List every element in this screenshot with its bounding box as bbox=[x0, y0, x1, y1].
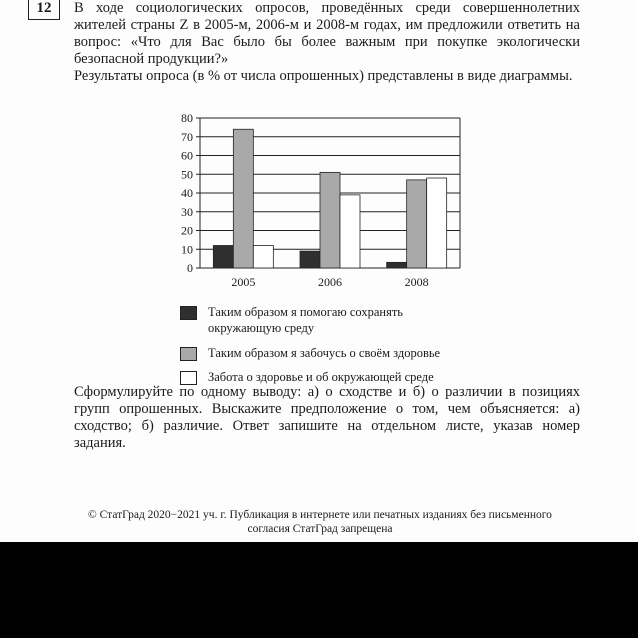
y-tick-label: 50 bbox=[181, 167, 193, 182]
x-tick-label: 2008 bbox=[404, 275, 429, 289]
y-tick-label: 10 bbox=[181, 242, 193, 257]
x-tick-label: 2005 bbox=[231, 275, 256, 289]
bar-2006-series-3 bbox=[340, 195, 360, 268]
y-tick-label: 60 bbox=[181, 148, 193, 163]
y-tick-label: 30 bbox=[181, 204, 193, 219]
legend-label-health: Таким образом я забочусь о своём здоровье bbox=[208, 346, 441, 360]
chart-legend bbox=[180, 304, 480, 386]
x-tick-label: 2006 bbox=[318, 275, 342, 289]
y-tick-label: 40 bbox=[181, 186, 193, 200]
legend-swatch-dark bbox=[180, 306, 197, 320]
task-text: Сформулируйте по одному выводу: а) о сходстве и б) о различии в позициях групп опрошенных. Выскажите предположение о том, чем объясняется: а) сходство; б) различие. Ответ запишите на отдельном листе, указав номер задания. bbox=[74, 384, 580, 451]
y-tick-label: 0 bbox=[187, 261, 193, 275]
bar-2005-series-1 bbox=[213, 246, 233, 269]
bar-2006-series-2 bbox=[320, 172, 340, 268]
bar-chart bbox=[170, 110, 470, 290]
bar-2008-series-1 bbox=[387, 262, 407, 268]
bar-2005-series-3 bbox=[253, 246, 273, 269]
legend-item-environment bbox=[180, 304, 480, 338]
legend-item-health bbox=[180, 345, 480, 362]
question-number: 12 bbox=[28, 0, 60, 20]
results-note: Результаты опроса (в % от числа опрошенных) представлены в виде диаграммы. bbox=[74, 68, 573, 84]
y-tick-label: 20 bbox=[181, 223, 193, 238]
legend-swatch-white bbox=[180, 371, 197, 385]
legend-label-both: Забота о здоровье и об окружающей среде bbox=[208, 370, 434, 384]
bar-2008-series-2 bbox=[407, 180, 427, 268]
question-intro: В ходе социологических опросов, проведённых среди совершеннолетних жителей страны Z в 2005-м, 2006-м и 2008-м годах, им предложили ответить на вопрос: «Что для Вас было бы более важным при покупке экологически безопасной продукции?» bbox=[74, 0, 580, 67]
bottom-black-bar bbox=[0, 542, 638, 638]
legend-label-environment-line2: окружающую среду bbox=[208, 321, 315, 335]
footer-line-2: согласия СтатГрад запрещена bbox=[247, 523, 393, 535]
bar-2005-series-2 bbox=[233, 129, 253, 268]
legend-swatch-gray bbox=[180, 347, 197, 361]
y-tick-label: 70 bbox=[181, 129, 193, 144]
bar-2008-series-3 bbox=[427, 178, 447, 268]
footer-line-1: © СтатГрад 2020−2021 уч. г. Публикация в интернете или печатных изданиях без письменного bbox=[88, 509, 552, 521]
copyright-footer bbox=[60, 508, 580, 536]
bar-2006-series-1 bbox=[300, 251, 320, 268]
legend-label-environment-line1: Таким образом я помогаю сохранять bbox=[208, 305, 404, 319]
y-tick-label: 80 bbox=[181, 111, 193, 125]
